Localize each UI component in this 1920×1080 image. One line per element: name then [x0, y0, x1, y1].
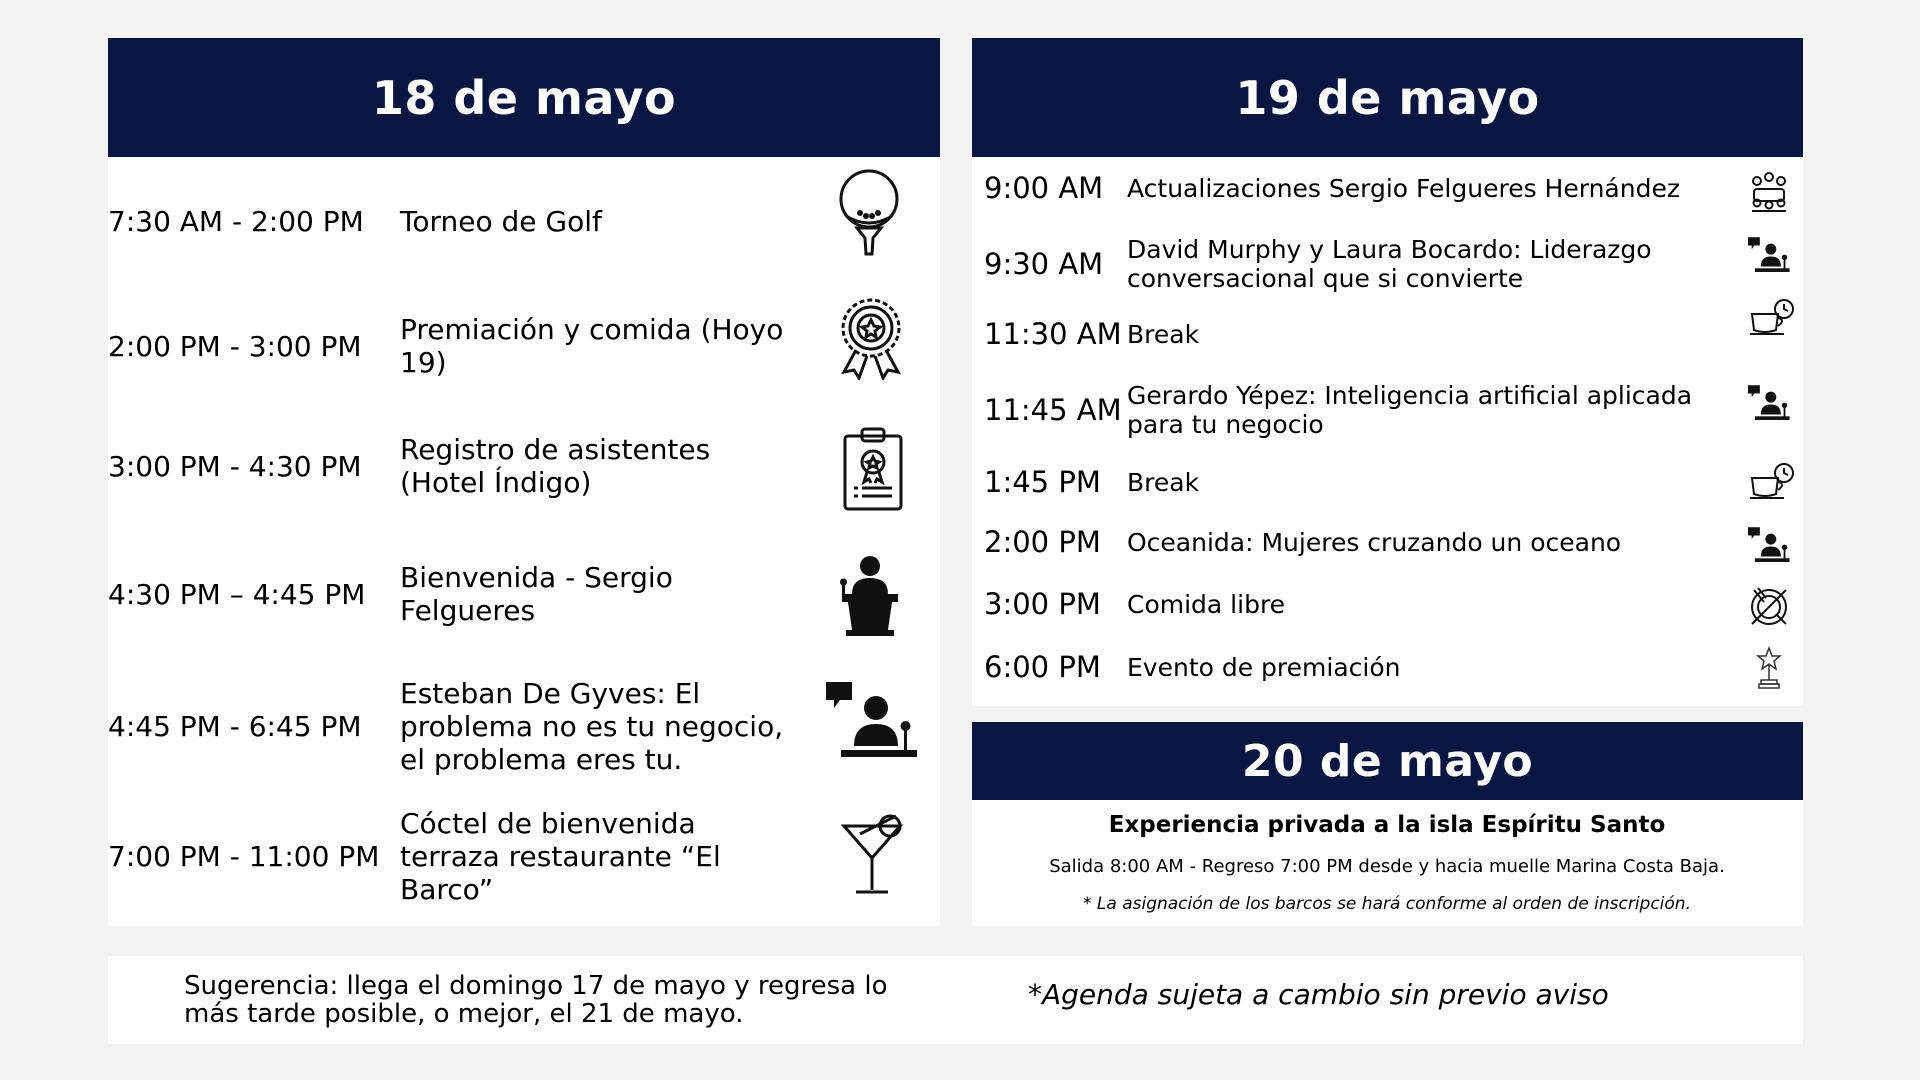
event-time: 3:00 PM [984, 587, 1101, 621]
day19-event-7 [984, 584, 1804, 624]
trophy-star-icon [1754, 646, 1784, 690]
event-description: Cóctel de bienvenida terraza restaurante “El Barco” [400, 806, 721, 906]
day19-event-1 [984, 168, 1804, 208]
day19-event-2 [984, 232, 1804, 296]
event-description: Registro de asistentes (Hotel Índigo) [400, 433, 711, 499]
event-description: Bienvenida - Sergio Felgueres [400, 561, 673, 627]
event-description: Esteban De Gyves: El problema no es tu negocio, el problema eres tu. [400, 676, 784, 776]
day18-event-1 [108, 196, 928, 246]
speaker-talk-icon [1748, 384, 1790, 424]
day18-event-6 [108, 804, 928, 908]
golf-ball-icon [838, 168, 900, 258]
clipboard-icon [842, 426, 904, 512]
coffee-break-icon [1748, 298, 1794, 338]
day18-event-4 [108, 554, 928, 634]
event-time: 7:30 AM - 2:00 PM [108, 204, 364, 238]
speaker-talk-icon [1748, 236, 1790, 276]
speaker-talk-icon [826, 680, 918, 766]
event-description: Actualizaciones Sergio Felgueres Hernández [1127, 173, 1680, 203]
event-time: 9:30 AM [984, 247, 1104, 281]
day18-title: 18 de mayo [371, 70, 677, 125]
day19-title: 19 de mayo [1235, 70, 1540, 125]
day18-event-5 [108, 674, 928, 778]
event-description: Gerardo Yépez: Inteligencia artificial aplicada para tu negocio [1127, 381, 1693, 439]
event-description: Evento de premiación [1127, 652, 1401, 682]
day20-schedule: Salida 8:00 AM - Regreso 7:00 PM desde y hacia muelle Marina Costa Baja. [1049, 856, 1725, 877]
coffee-break-icon [1748, 462, 1794, 502]
event-time: 9:00 AM [984, 171, 1104, 205]
event-time: 7:00 PM - 11:00 PM [108, 839, 380, 873]
plate-cutlery-icon [1748, 586, 1790, 628]
day19-event-4 [984, 378, 1804, 442]
event-time: 2:00 PM - 3:00 PM [108, 329, 362, 363]
event-description: Comida libre [1127, 589, 1286, 619]
day18-event-3 [108, 426, 928, 506]
event-description: David Murphy y Laura Bocardo: Liderazgo conversacional que si convierte [1127, 235, 1652, 293]
day19-event-6 [984, 522, 1804, 562]
day19-header [972, 38, 1803, 157]
day19-event-8 [984, 647, 1804, 687]
event-time: 4:30 PM – 4:45 PM [108, 577, 366, 611]
award-ribbon-icon [836, 296, 906, 380]
event-time: 11:30 AM [984, 317, 1122, 351]
event-description: Premiación y comida (Hoyo 19) [400, 313, 784, 379]
event-time: 4:45 PM - 6:45 PM [108, 709, 362, 743]
event-time: 3:00 PM - 4:30 PM [108, 449, 362, 483]
event-time: 11:45 AM [984, 393, 1122, 427]
event-time: 1:45 PM [984, 465, 1101, 499]
day20-note: * La asignación de los barcos se hará conforme al orden de inscripción. [1083, 894, 1691, 914]
day18-header [108, 38, 940, 157]
speaker-talk-icon [1748, 526, 1790, 566]
event-time: 2:00 PM [984, 525, 1101, 559]
meeting-icon [1748, 170, 1790, 212]
event-description: Break [1127, 467, 1200, 497]
event-description: Oceanida: Mujeres cruzando un oceano [1127, 527, 1622, 557]
agenda-notice: *Agenda sujeta a cambio sin previo aviso [1028, 978, 1609, 1011]
day19-event-5 [984, 462, 1804, 502]
podium-speaker-icon [838, 554, 902, 638]
day20-title: 20 de mayo [1241, 735, 1534, 787]
day19-event-3 [984, 314, 1804, 354]
day20-activity: Experiencia privada a la isla Espíritu Santo [1108, 812, 1666, 838]
event-description: Torneo de Golf [400, 204, 602, 238]
suggestion-text: Sugerencia: llega el domingo 17 de mayo y regresa lo más tarde posible, o mejor, el 21 de mayo. [184, 971, 888, 1029]
event-description: Break [1127, 319, 1200, 349]
day20-header [972, 722, 1803, 800]
cocktail-icon [840, 812, 906, 896]
day18-event-2 [108, 306, 928, 386]
event-time: 6:00 PM [984, 650, 1101, 684]
